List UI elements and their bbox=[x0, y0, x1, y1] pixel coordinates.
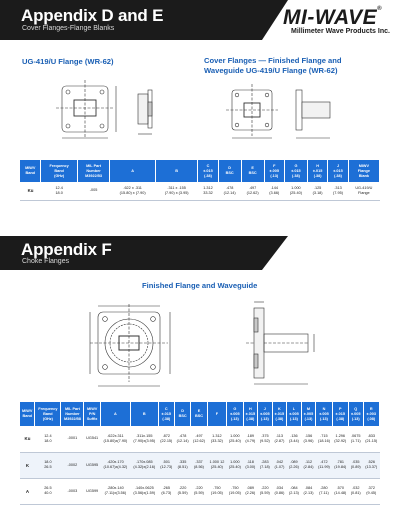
column-header bbox=[348, 160, 379, 182]
table-cell: Ku bbox=[20, 182, 41, 200]
table-cell: 1.312 33.32 bbox=[198, 182, 218, 200]
table-cell: .265 (6.73) bbox=[158, 478, 174, 504]
column-header-line: Number bbox=[86, 168, 101, 173]
column-header-line: G bbox=[294, 163, 298, 168]
appendix-f-subtitle: Choke Flanges bbox=[22, 258, 70, 265]
column-header-line: MIWV bbox=[86, 406, 98, 411]
table-row bbox=[20, 452, 380, 478]
table-cell: .220 (5.59) bbox=[258, 478, 273, 504]
column-header bbox=[332, 402, 348, 426]
table-cell: A bbox=[20, 478, 35, 504]
column-header-line: J bbox=[336, 163, 340, 168]
table-cell: .570 (14.48) bbox=[332, 478, 348, 504]
column-header-line: ±.005 bbox=[260, 411, 270, 416]
table-cell: 1.000 (25.40) bbox=[227, 426, 243, 452]
column-header bbox=[20, 160, 41, 182]
appendix-f-banner bbox=[0, 236, 262, 270]
column-header bbox=[61, 402, 84, 426]
logo-mark: MI-WAVE® bbox=[283, 6, 383, 29]
table-cell: 18.0 26.5 bbox=[35, 452, 61, 478]
column-header bbox=[130, 402, 158, 426]
column-header-line: ±.005 bbox=[269, 168, 279, 173]
column-header-line: E bbox=[197, 409, 201, 413]
column-header-line: ±.015 bbox=[291, 168, 301, 173]
column-header bbox=[35, 402, 61, 426]
table-cell: 12.4 18.0 bbox=[35, 426, 61, 452]
table-cell: .089 (2.26) bbox=[243, 478, 258, 504]
column-header-line: MIL Part bbox=[86, 163, 101, 168]
table-cell: 1.000 (25.40) bbox=[284, 182, 307, 200]
table-cell: .478 (12.14) bbox=[218, 182, 241, 200]
column-header-line: M bbox=[306, 406, 311, 411]
table-cell: K bbox=[20, 452, 35, 478]
table-cell: .501 (12.73) bbox=[158, 452, 174, 478]
column-header-line: ±.005 bbox=[289, 411, 299, 416]
table-cell: .220 (5.59) bbox=[174, 478, 190, 504]
column-header-line: BSC bbox=[248, 171, 257, 175]
column-header-line: ±.015 bbox=[161, 411, 172, 416]
column-header-line: E bbox=[251, 166, 254, 170]
column-header-line: ±.015 bbox=[245, 411, 256, 416]
table-cell: .084 (2.13) bbox=[301, 478, 316, 504]
column-header-line: J bbox=[263, 406, 266, 411]
column-header-line: (.38) bbox=[246, 416, 255, 421]
choke-flange-spec-table bbox=[20, 402, 380, 505]
table-cell: .478 (12.14) bbox=[174, 426, 190, 452]
column-header-line: M3922/58 bbox=[63, 416, 81, 421]
banner-notch bbox=[262, 236, 288, 270]
column-header bbox=[264, 160, 284, 182]
column-header bbox=[272, 402, 287, 426]
column-header bbox=[77, 160, 110, 182]
table-row bbox=[20, 426, 380, 452]
column-header bbox=[110, 160, 156, 182]
column-header-line: (.38) bbox=[204, 173, 212, 178]
column-header-line: MIWV bbox=[22, 409, 33, 413]
column-header-line: D bbox=[228, 166, 232, 170]
column-header bbox=[174, 402, 190, 426]
column-header-line: ±.015 bbox=[274, 411, 285, 416]
table-cell: -0001 bbox=[61, 426, 84, 452]
table-cell: UG599 bbox=[84, 478, 100, 504]
table-cell: .0675 (1.71) bbox=[348, 426, 363, 452]
table-cell: .337 (8.56) bbox=[191, 452, 207, 478]
column-header bbox=[207, 402, 227, 426]
ug419-flange-title: UG-419/U Flange (WR-62) bbox=[22, 57, 114, 66]
flange-blank-svg bbox=[38, 76, 178, 146]
table-cell: .112 (2.84) bbox=[301, 452, 316, 478]
column-header-line: (.38) bbox=[275, 416, 284, 421]
appendix-de-banner bbox=[0, 0, 262, 40]
column-header-line: ±.005 bbox=[303, 411, 314, 416]
column-header bbox=[218, 160, 241, 182]
column-header-line: K bbox=[278, 406, 281, 411]
column-header-line: ±.015 bbox=[312, 168, 323, 173]
column-header bbox=[20, 402, 35, 426]
column-header-line: ±.005 bbox=[319, 411, 329, 416]
logo-tagline: Millimeter Wave Products Inc. bbox=[291, 28, 390, 35]
column-header-line: MIWV bbox=[358, 163, 370, 168]
column-header bbox=[316, 402, 332, 426]
choke-flange-side-svg bbox=[232, 298, 322, 394]
column-header-line: (.08) bbox=[367, 416, 376, 421]
table-cell: 1.312 (33.32) bbox=[207, 426, 227, 452]
column-header-line: R bbox=[369, 406, 373, 411]
table-cell: .034 (0.86) bbox=[272, 478, 287, 504]
company-logo bbox=[283, 6, 395, 35]
column-header-line: F bbox=[273, 163, 276, 168]
column-header-line: A bbox=[114, 411, 117, 416]
table-cell: .750 (19.05) bbox=[207, 478, 227, 504]
finished-flange-title: Finished Flange and Waveguide bbox=[142, 281, 258, 290]
column-header-line: (.38) bbox=[313, 173, 322, 178]
column-header-line: ±.005 bbox=[351, 411, 361, 416]
column-header-line: A bbox=[131, 168, 135, 173]
table-cell: Ku bbox=[20, 426, 35, 452]
column-header-line: P/N bbox=[88, 411, 96, 416]
table-cell: .715 (18.16) bbox=[316, 426, 332, 452]
column-header-line: N bbox=[322, 406, 326, 411]
column-header-line: (GHz) bbox=[54, 173, 65, 178]
column-header-line: BSC bbox=[225, 171, 234, 175]
table-cell: .136 (3.44) bbox=[287, 426, 302, 452]
column-header bbox=[158, 402, 174, 426]
column-header-line: Band bbox=[54, 168, 64, 173]
table-cell: .220 (5.59) bbox=[191, 478, 207, 504]
column-header bbox=[328, 160, 348, 182]
table-cell: 26.5 40.0 bbox=[35, 478, 61, 504]
table-cell: .622x.311 (15.80)x(7.90) bbox=[100, 426, 130, 452]
table-cell: .280 (7.11) bbox=[316, 478, 332, 504]
table-cell: .089 (2.26) bbox=[287, 452, 302, 478]
table-cell: .140x.0625 (3.56)x(1.59) bbox=[130, 478, 158, 504]
column-header-line: ±.015 bbox=[335, 411, 346, 416]
column-header-line: (.13) bbox=[270, 173, 279, 178]
column-header-line: Suffix bbox=[86, 416, 98, 421]
column-header-line: Band bbox=[43, 411, 53, 416]
column-header bbox=[41, 160, 77, 182]
column-header-line: C bbox=[206, 163, 210, 168]
column-header-line: Number bbox=[65, 411, 80, 416]
column-header-line: Frequency bbox=[49, 163, 69, 168]
table-cell: .125 (3.18) bbox=[307, 182, 327, 200]
column-header-line: M3922/53 bbox=[85, 173, 102, 178]
column-header bbox=[227, 402, 243, 426]
table-cell: .189 (4.79) bbox=[243, 426, 258, 452]
column-header bbox=[287, 402, 302, 426]
table-cell: .113 (2.87) bbox=[272, 426, 287, 452]
table-cell: 1.000 (25.40) bbox=[227, 452, 243, 478]
column-header-line: BSC bbox=[194, 414, 203, 418]
table-cell: UG-419/U Flange bbox=[348, 182, 379, 200]
table-cell: .781 (19.84) bbox=[332, 452, 348, 478]
table-cell: .084 (2.13) bbox=[287, 478, 302, 504]
column-header-line: Band bbox=[22, 414, 32, 418]
column-header-line: H bbox=[316, 163, 319, 168]
column-header bbox=[156, 160, 198, 182]
table-cell: .497 (12.62) bbox=[191, 426, 207, 452]
appendix-f-title: Appendix F bbox=[21, 240, 112, 259]
column-header-line: (.13) bbox=[230, 416, 239, 421]
appendix-de-title: Appendix D and E bbox=[21, 6, 164, 25]
table-cell: .156 (3.96) bbox=[301, 426, 316, 452]
table-row bbox=[20, 182, 380, 200]
table-cell: .472 (11.99) bbox=[316, 452, 332, 478]
table-cell: -0003 bbox=[61, 478, 84, 504]
table-cell: .280x.140 (7.11)x(3.56) bbox=[100, 478, 130, 504]
table-cell: .375 (9.52) bbox=[258, 426, 273, 452]
column-header bbox=[84, 402, 100, 426]
table-cell: .118 (3.00) bbox=[243, 452, 258, 478]
table-row bbox=[20, 478, 380, 504]
table-cell: UG595 bbox=[84, 452, 100, 478]
table-cell: .420x.170 (10.67)x(4.32) bbox=[100, 452, 130, 478]
column-header bbox=[348, 402, 363, 426]
table-cell: .035 (0.89) bbox=[348, 452, 363, 478]
column-header-line: Blank bbox=[358, 173, 370, 178]
column-header-line: (.13) bbox=[260, 416, 269, 421]
choke-flange-front-drawing bbox=[78, 298, 188, 394]
column-header-line: Flange bbox=[357, 168, 370, 173]
table-cell: .497 (12.62) bbox=[241, 182, 264, 200]
column-header-line: ±.015 bbox=[333, 168, 343, 173]
column-header bbox=[301, 402, 316, 426]
column-header-line: Band bbox=[25, 171, 35, 175]
cover-flanges-title: Cover Flanges — Finished Flange and Waveguide UG-419/U Flange (WR-62) bbox=[204, 56, 342, 75]
appendix-de-subtitle: Cover Flanges-Flange Blanks bbox=[22, 25, 115, 32]
column-header-line: B bbox=[142, 411, 146, 416]
table-cell: .526 (13.37) bbox=[363, 452, 379, 478]
table-cell: .335 (8.51) bbox=[174, 452, 190, 478]
column-header-line: MIL Part bbox=[64, 406, 80, 411]
table-cell: .283 (7.18) bbox=[258, 452, 273, 478]
table-cell: .032 (0.81) bbox=[348, 478, 363, 504]
column-header bbox=[198, 160, 218, 182]
choke-flange-side-drawing bbox=[232, 298, 322, 394]
table-cell: .311x.155 (7.90)x(3.95) bbox=[130, 426, 158, 452]
table-cell: -0002 bbox=[61, 452, 84, 478]
column-header bbox=[191, 402, 207, 426]
table-cell: .170x.085 (4.32)x(2.16) bbox=[130, 452, 158, 478]
column-header-line: (.38) bbox=[336, 416, 345, 421]
column-header-line: B bbox=[175, 168, 179, 173]
column-header-line: (.38) bbox=[292, 173, 300, 178]
column-header-line: BSC bbox=[178, 414, 187, 418]
column-header bbox=[258, 402, 273, 426]
table-cell: .872 (22.15) bbox=[158, 426, 174, 452]
column-header-line: (.13) bbox=[304, 416, 313, 421]
column-header-line: ±.015 bbox=[203, 168, 213, 173]
column-header-line: H bbox=[248, 406, 252, 411]
flange-spec-table-de bbox=[20, 160, 380, 201]
table-cell: .750 (19.05) bbox=[227, 478, 243, 504]
table-cell: -005 bbox=[77, 182, 110, 200]
column-header bbox=[363, 402, 379, 426]
table-cell: .833 (21.15) bbox=[363, 426, 379, 452]
table-header-row bbox=[20, 402, 380, 426]
column-header-line: C bbox=[164, 406, 168, 411]
table-cell: .042 (1.07) bbox=[272, 452, 287, 478]
column-header-line: (.38) bbox=[162, 416, 171, 421]
table-cell: 1.000 12 (25.40) bbox=[207, 452, 227, 478]
column-header-line: Frequency bbox=[38, 406, 58, 411]
column-header bbox=[100, 402, 130, 426]
column-header-line: MIWV bbox=[25, 166, 36, 170]
choke-flange-front-svg bbox=[78, 298, 188, 394]
cover-flange-svg bbox=[204, 80, 354, 148]
column-header-line: F bbox=[215, 411, 219, 416]
table-cell: .313 (7.95) bbox=[328, 182, 348, 200]
table-cell: 1.296 (32.92) bbox=[332, 426, 348, 452]
table-cell: UG541 bbox=[84, 426, 100, 452]
table-header-row bbox=[20, 160, 380, 182]
column-header-line: L bbox=[292, 406, 296, 411]
column-header-line: ±.003 bbox=[366, 411, 376, 416]
column-header-line: D bbox=[181, 409, 185, 413]
column-header bbox=[241, 160, 264, 182]
column-header bbox=[307, 160, 327, 182]
table-cell: 12.4 18.0 bbox=[41, 182, 77, 200]
column-header bbox=[243, 402, 258, 426]
table-cell: .622 x .311 (15.80) x (7.90) bbox=[110, 182, 156, 200]
column-header-line: (.13) bbox=[290, 416, 298, 421]
table-cell: .372 (9.45) bbox=[363, 478, 379, 504]
column-header-line: (.13) bbox=[320, 416, 328, 421]
table-cell: .144 (3.66) bbox=[264, 182, 284, 200]
column-header-line: ±.005 bbox=[230, 411, 240, 416]
column-header bbox=[284, 160, 307, 182]
column-header-line: Q bbox=[354, 406, 358, 411]
column-header-line: (.13) bbox=[351, 416, 360, 421]
table-cell: .311 x .155 (7.90) x (3.95) bbox=[156, 182, 198, 200]
ug419-flange-drawing bbox=[38, 76, 178, 146]
column-header-line: (GHz) bbox=[42, 416, 53, 421]
column-header-line: P bbox=[339, 406, 342, 411]
column-header-line: (.38) bbox=[334, 173, 342, 178]
cover-flange-waveguide-drawing bbox=[204, 80, 354, 148]
column-header-line: G bbox=[233, 406, 237, 411]
